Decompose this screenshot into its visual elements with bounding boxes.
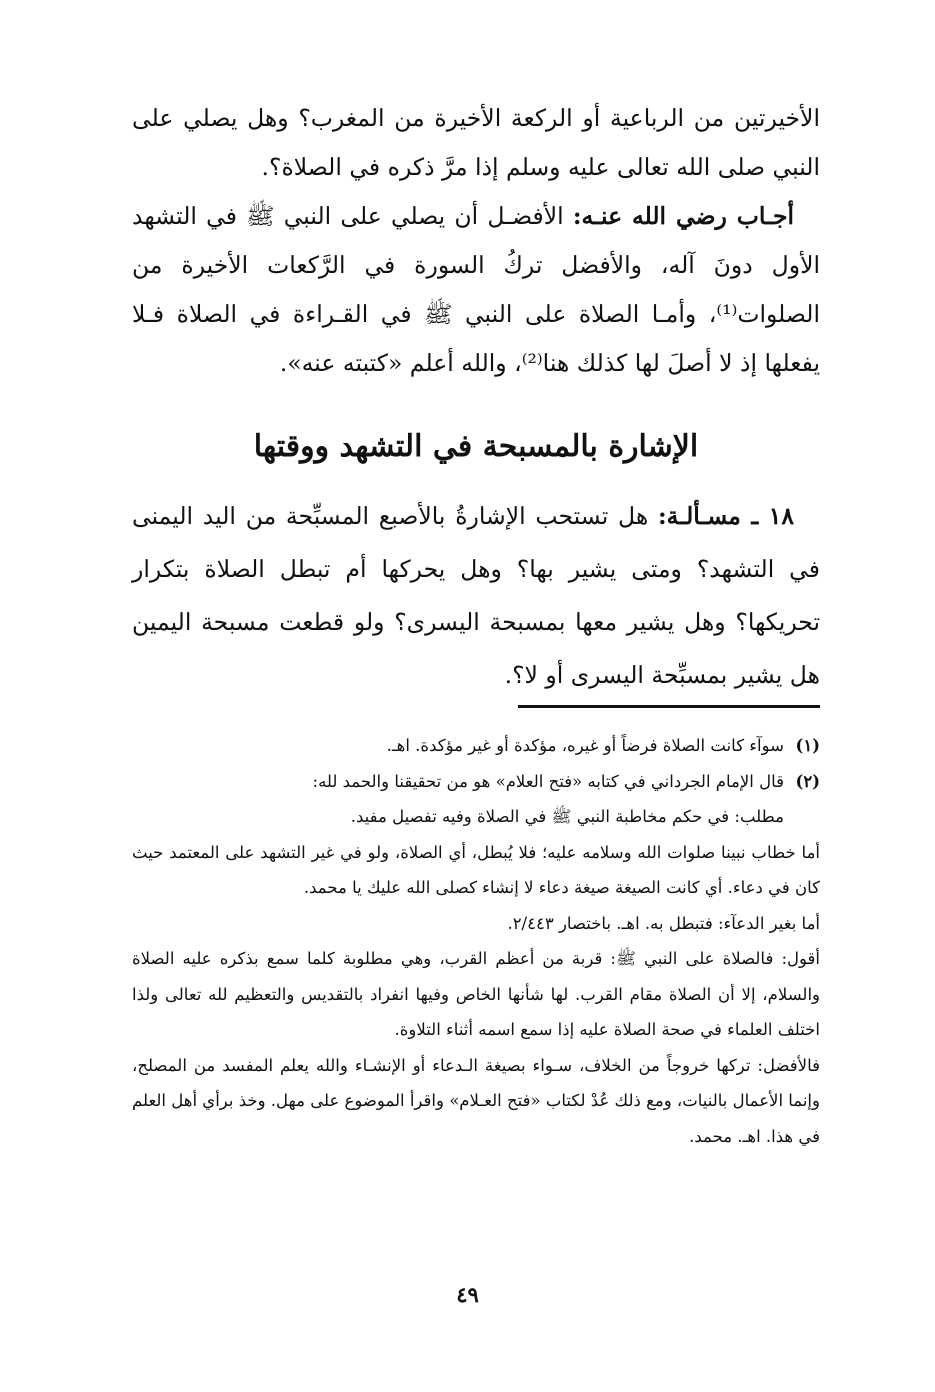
footnote-separator xyxy=(518,705,820,708)
footnote-2-text: قال الإمام الجرداني في كتابه «فتح العلام» هو من تحقيقنا والحمد لله: xyxy=(312,771,784,791)
footnote-1-number: (١) xyxy=(795,736,820,755)
section-heading: الإشارة بالمسبحة في التشهد ووقتها xyxy=(253,429,699,464)
page-number: ٤٩ xyxy=(456,1282,479,1307)
footnote-2 xyxy=(132,764,820,800)
footnote-2-paragraph-1: أما خطاب نبينا صلوات الله وسلامه عليه؛ فلا يُبطل، أي الصلاة، ولو في غير التشهد على المعتمد حيث كان في دعاء. أي كانت الصيغة صيغة دعاء لا إنشاء كصلى الله عليك يا محمد. xyxy=(132,842,820,897)
paragraph-answer xyxy=(132,192,820,388)
main-text xyxy=(132,94,820,388)
question-label: ١٨ ـ مسـألـة: xyxy=(657,502,794,530)
footnotes xyxy=(132,728,820,1154)
footnote-2-subheading: مطلب: في حكم مخاطبة النبي ﷺ في الصلاة وفيه تفصيل مفيد. xyxy=(350,807,784,826)
footnote-2-number: (٢) xyxy=(795,771,820,791)
footnote-2-paragraph-3: أقول: فالصلاة على النبي ﷺ: قربة من أعظم القرب، وهي مطلوبة كلما سمع بذكره عليه الصلاة والسلام، إلا أن الصلاة مقام القرب. لها شأنها الخاص وفيها انفراد بالتقديس والتعظيم لله تعالى ولذا اختلف العلماء في صحة الصلاة عليه إذا سمع اسمه أثناء التلاوة. xyxy=(132,949,820,1039)
footnote-2-paragraph-4: فالأفضل: تركها خروجاً من الخلاف، سـواء بصيغة الـدعاء أو الإنشـاء والله يعلم المفسد من المصلح، وإنما الأعمال بالنيات، ومع ذلك عُدْ لكتاب «فتح العـلام» واقرأ الموضوع على مهل. وخذ برأي أهل العلم في هذا. اهـ. محمد. xyxy=(132,1055,820,1146)
footnote-2-paragraph-2: أما بغير الدعآء: فتبطل به. اهـ. باختصار ٢/٤٤٣. xyxy=(507,913,820,933)
question-paragraph xyxy=(132,490,820,702)
footnote-1-text: سوآء كانت الصلاة فرضاً أو غيره، مؤكدة أو غير مؤكدة. اهـ. xyxy=(386,736,784,755)
question-text: هل تستحب الإشارةُ بالأصبع المسبِّحة من اليد اليمنى في التشهد؟ ومتى يشير بها؟ وهل يحركها أم تبطل الصلاة بتكرار تحريكها؟ وهل يشير معها بمسبحة اليسرى؟ ولو قطعت مسبحة اليمين هل يشير بمسبِّحة اليسرى أو لا؟. xyxy=(132,502,820,689)
paragraph-question-continuation: الأخيرتين من الرباعية أو الركعة الأخيرة من المغرب؟ وهل يصلي على النبي صلى الله تعالى عليه وسلم إذا مرَّ ذكره في الصلاة؟. xyxy=(132,104,820,181)
answer-text: الأفضـل أن يصلي على النبي ﷺ في التشهد الأول دونَ آله، والأفضل تركُ السورة في الرَّكعات الأخيرة من الصلوات⁽¹⁾، وأمـا الصلاة على النبي ﷺ في القـراءة في الصلاة فـلا يفعلها إذ لا أصلَ لها كذلك هنا⁽²⁾، والله أعلم «كتبته عنه». xyxy=(132,202,820,377)
footnote-1 xyxy=(132,728,820,764)
question-block xyxy=(132,490,820,702)
answer-label: أجـاب رضي الله عنـه: xyxy=(572,202,794,230)
